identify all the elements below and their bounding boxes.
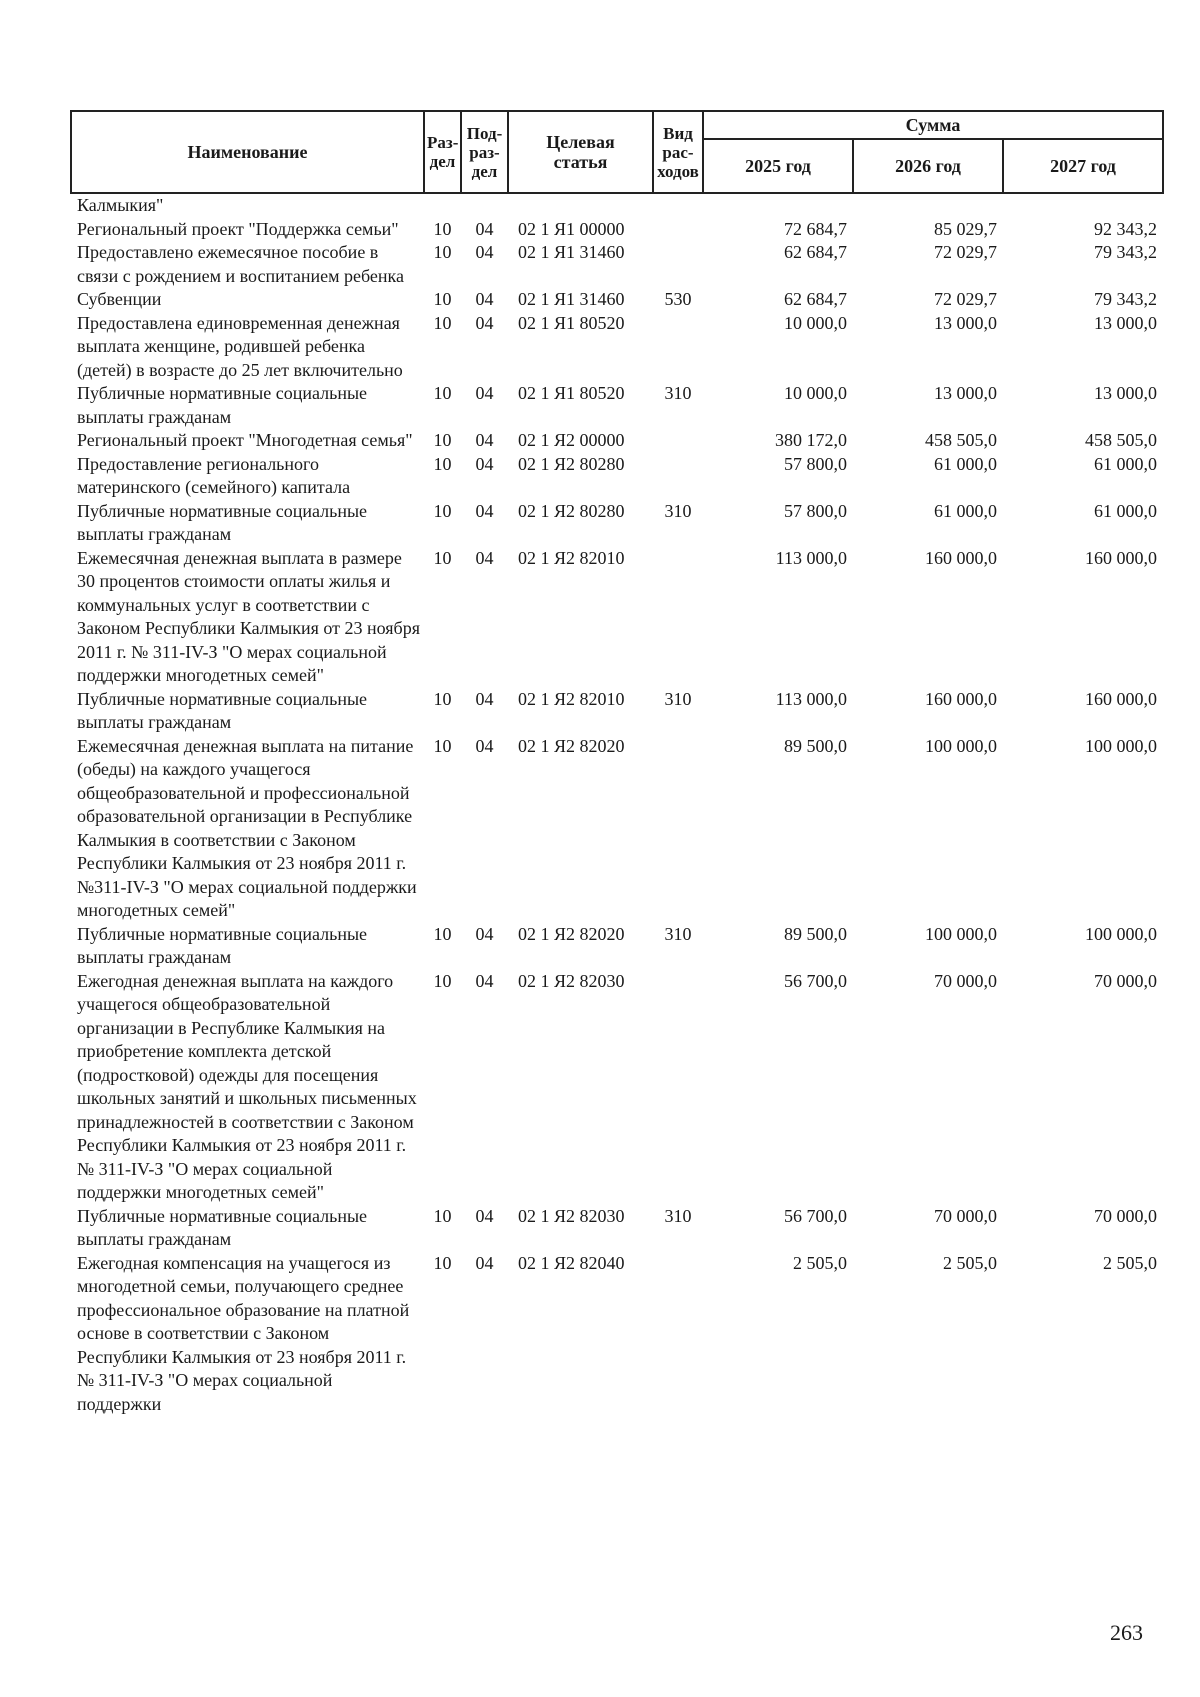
cell-2026: 458 505,0 bbox=[925, 430, 997, 450]
cell-podrazdel: 04 bbox=[475, 688, 494, 709]
cell-2025: 2 505,0 bbox=[793, 1252, 847, 1273]
cell-article: 02 1 Я1 31460 bbox=[518, 289, 625, 309]
cell-2026 bbox=[853, 193, 1003, 218]
cell-2025: 89 500,0 bbox=[784, 923, 847, 944]
table-row bbox=[71, 429, 1163, 453]
header-vid: Вид рас- ходов bbox=[653, 111, 703, 193]
cell-vid bbox=[653, 218, 703, 242]
cell-2027: 61 000,0 bbox=[1094, 500, 1158, 521]
cell-article: 02 1 Я2 82010 bbox=[518, 688, 625, 709]
cell-razdel: 10 bbox=[433, 383, 452, 403]
cell-2026: 72 029,7 bbox=[934, 289, 997, 309]
cell-article bbox=[508, 193, 653, 218]
table-row bbox=[71, 547, 1163, 688]
cell-podrazdel: 04 bbox=[475, 970, 494, 991]
cell-name: Публичные нормативные социальные выплаты гражданам bbox=[77, 923, 368, 967]
cell-razdel: 10 bbox=[433, 1252, 452, 1273]
cell-2027: 2 505,0 bbox=[1103, 1252, 1158, 1273]
cell-2027: 13 000,0 bbox=[1094, 312, 1158, 333]
table-row bbox=[71, 1205, 1163, 1252]
cell-name: Предоставлена единовременная денежная выплата женщине, родившей ребенка (детей) в возрасте до 25 лет включительно bbox=[77, 312, 403, 380]
cell-2025: 113 000,0 bbox=[775, 547, 847, 568]
table-row bbox=[71, 312, 1163, 383]
table-row bbox=[71, 970, 1163, 1205]
cell-podrazdel: 04 bbox=[475, 289, 494, 309]
cell-vid: 530 bbox=[664, 289, 692, 309]
cell-razdel: 10 bbox=[433, 430, 452, 450]
cell-podrazdel: 04 bbox=[475, 547, 494, 568]
cell-2025: 10 000,0 bbox=[784, 383, 847, 403]
cell-name: Ежемесячная денежная выплата на питание (обеды) на каждого учащегося общеобразовательной и профессиональной образовательной организации в Республике Калмыкия в соответствии с Законом Республики Калмыкия от 23 ноября 2011 г. №311-IV-З "О мерах социальной поддержки многодетных семей" bbox=[77, 735, 417, 920]
cell-2027 bbox=[1003, 193, 1163, 218]
cell-name: Региональный проект "Многодетная семья" bbox=[77, 430, 413, 450]
cell-razdel: 10 bbox=[433, 453, 452, 474]
cell-2025: 56 700,0 bbox=[784, 970, 847, 991]
cell-name: Ежегодная денежная выплата на каждого учащегося общеобразовательной организации в Республике Калмыкия на приобретение комплекта детской (подростковой) одежды для посещения школьных занятий и школьных письменных принадлежностей в соответствии с Законом Республики Калмыкия от 23 ноября 2011 г. № 311-IV-З "О мерах социальной поддержки многодетных семей" bbox=[77, 970, 417, 1202]
cell-name: Региональный проект "Поддержка семьи" bbox=[77, 218, 399, 239]
cell-2025: 62 684,7 bbox=[784, 242, 847, 262]
header-name: Наименование bbox=[71, 111, 424, 193]
cell-razdel: 10 bbox=[433, 289, 452, 309]
cell-2026: 160 000,0 bbox=[925, 547, 997, 568]
cell-2025: 62 684,7 bbox=[784, 289, 847, 309]
cell-vid bbox=[653, 547, 703, 688]
cell-name: Ежегодная компенсация на учащегося из многодетной семьи, получающего среднее профессиональное образование на платной основе в соответствии с Законом Республики Калмыкия от 23 ноября 2011 г. № 311-IV-З "О мерах социальной поддержки bbox=[77, 1252, 410, 1414]
cell-podrazdel: 04 bbox=[475, 735, 494, 756]
cell-name: Субвенции bbox=[77, 289, 162, 309]
cell-2025: 113 000,0 bbox=[775, 688, 847, 709]
table-row bbox=[71, 735, 1163, 923]
cell-2027: 79 343,2 bbox=[1094, 289, 1158, 309]
cell-name: Предоставлено ежемесячное пособие в связи с рождением и воспитанием ребенка bbox=[77, 242, 404, 286]
cell-article: 02 1 Я2 80280 bbox=[518, 453, 625, 474]
cell-name: Калмыкия" bbox=[77, 195, 164, 215]
cell-name: Ежемесячная денежная выплата в размере 30 процентов стоимости оплаты жилья и коммунальных услуг в соответствии с Законом Республики Калмыкия от 23 ноября 2011 г. № 311-IV-З "О мерах социальной поддержки многодетных семей" bbox=[77, 547, 420, 685]
cell-podrazdel: 04 bbox=[475, 218, 494, 239]
cell-razdel: 10 bbox=[433, 547, 452, 568]
cell-vid: 310 bbox=[664, 1205, 692, 1226]
header-year-2027: 2027 год bbox=[1003, 139, 1163, 193]
cell-podrazdel: 04 bbox=[475, 312, 494, 333]
cell-vid: 310 bbox=[664, 383, 692, 403]
cell-2027: 458 505,0 bbox=[1085, 430, 1158, 450]
cell-2026: 13 000,0 bbox=[934, 383, 997, 403]
header-razdel: Раз- дел bbox=[424, 111, 461, 193]
cell-2025: 56 700,0 bbox=[784, 1205, 847, 1226]
cell-razdel: 10 bbox=[433, 312, 452, 333]
cell-vid bbox=[653, 453, 703, 500]
cell-2026: 61 000,0 bbox=[934, 453, 997, 474]
header-year-2025: 2025 год bbox=[703, 139, 853, 193]
cell-podrazdel: 04 bbox=[475, 923, 494, 944]
cell-article: 02 1 Я2 82040 bbox=[518, 1252, 625, 1273]
cell-vid: 310 bbox=[664, 500, 692, 521]
cell-name: Предоставление регионального материнского (семейного) капитала bbox=[77, 453, 351, 497]
cell-razdel: 10 bbox=[433, 735, 452, 756]
cell-2027: 160 000,0 bbox=[1085, 688, 1158, 709]
cell-2025: 57 800,0 bbox=[784, 500, 847, 521]
cell-razdel: 10 bbox=[433, 500, 452, 521]
table-row bbox=[71, 688, 1163, 735]
cell-2026: 70 000,0 bbox=[934, 1205, 997, 1226]
budget-table bbox=[70, 110, 1164, 1416]
cell-razdel: 10 bbox=[433, 242, 452, 262]
cell-razdel: 10 bbox=[433, 923, 452, 944]
cell-name: Публичные нормативные социальные выплаты гражданам bbox=[77, 383, 368, 427]
table-body bbox=[71, 193, 1163, 1416]
cell-2026: 61 000,0 bbox=[934, 500, 997, 521]
cell-vid bbox=[653, 193, 703, 218]
cell-podrazdel: 04 bbox=[475, 430, 494, 450]
cell-razdel: 10 bbox=[433, 1205, 452, 1226]
cell-2026: 85 029,7 bbox=[934, 218, 997, 239]
cell-article: 02 1 Я2 82030 bbox=[518, 970, 625, 991]
cell-2026: 70 000,0 bbox=[934, 970, 997, 991]
cell-article: 02 1 Я2 82030 bbox=[518, 1205, 625, 1226]
header-summa: Сумма bbox=[703, 111, 1163, 139]
cell-2025: 10 000,0 bbox=[784, 312, 847, 333]
cell-podrazdel: 04 bbox=[475, 453, 494, 474]
cell-razdel: 10 bbox=[433, 688, 452, 709]
table-header bbox=[71, 111, 1163, 193]
cell-vid bbox=[653, 1252, 703, 1417]
cell-razdel: 10 bbox=[433, 218, 452, 239]
cell-2026: 160 000,0 bbox=[925, 688, 997, 709]
cell-2026: 100 000,0 bbox=[925, 735, 997, 756]
cell-2025 bbox=[703, 193, 853, 218]
cell-podrazdel: 04 bbox=[475, 1252, 494, 1273]
table-row bbox=[71, 453, 1163, 500]
table-row bbox=[71, 241, 1163, 288]
cell-article: 02 1 Я2 82010 bbox=[518, 547, 625, 568]
cell-article: 02 1 Я1 80520 bbox=[518, 312, 625, 333]
cell-article: 02 1 Я2 00000 bbox=[518, 430, 625, 450]
cell-2027: 100 000,0 bbox=[1085, 735, 1158, 756]
cell-2027: 100 000,0 bbox=[1085, 923, 1158, 944]
cell-article: 02 1 Я1 00000 bbox=[518, 218, 625, 239]
cell-2026: 72 029,7 bbox=[934, 242, 997, 262]
cell-2026: 2 505,0 bbox=[943, 1252, 997, 1273]
cell-vid bbox=[653, 735, 703, 923]
table-row bbox=[71, 500, 1163, 547]
cell-2026: 13 000,0 bbox=[934, 312, 997, 333]
table-row bbox=[71, 218, 1163, 242]
cell-2027: 92 343,2 bbox=[1094, 218, 1158, 239]
header-article: Целевая статья bbox=[508, 111, 653, 193]
cell-2026: 100 000,0 bbox=[925, 923, 997, 944]
cell-article: 02 1 Я2 82020 bbox=[518, 923, 625, 944]
header-podrazdel: Под- раз- дел bbox=[461, 111, 508, 193]
table-row bbox=[71, 288, 1163, 312]
table-row bbox=[71, 923, 1163, 970]
cell-2025: 89 500,0 bbox=[784, 735, 847, 756]
cell-vid: 310 bbox=[664, 688, 692, 709]
cell-name: Публичные нормативные социальные выплаты гражданам bbox=[77, 1205, 368, 1249]
table-row bbox=[71, 1252, 1163, 1417]
cell-name: Публичные нормативные социальные выплаты гражданам bbox=[77, 688, 368, 732]
cell-2027: 70 000,0 bbox=[1094, 970, 1158, 991]
cell-razdel: 10 bbox=[433, 970, 452, 991]
cell-podrazdel: 04 bbox=[475, 242, 494, 262]
cell-razdel bbox=[424, 193, 461, 218]
cell-article: 02 1 Я2 80280 bbox=[518, 500, 625, 521]
header-year-2026: 2026 год bbox=[853, 139, 1003, 193]
cell-vid bbox=[653, 429, 703, 453]
cell-article: 02 1 Я1 80520 bbox=[518, 383, 625, 403]
cell-2025: 57 800,0 bbox=[784, 453, 847, 474]
cell-vid bbox=[653, 970, 703, 1205]
cell-2027: 70 000,0 bbox=[1094, 1205, 1158, 1226]
cell-2025: 380 172,0 bbox=[775, 430, 847, 450]
cell-podrazdel: 04 bbox=[475, 500, 494, 521]
cell-2027: 79 343,2 bbox=[1094, 242, 1158, 262]
page-number: 263 bbox=[1110, 1620, 1143, 1645]
cell-vid bbox=[653, 312, 703, 383]
cell-2027: 61 000,0 bbox=[1094, 453, 1158, 474]
table-row bbox=[71, 382, 1163, 429]
cell-name: Публичные нормативные социальные выплаты гражданам bbox=[77, 500, 368, 544]
cell-2027: 160 000,0 bbox=[1085, 547, 1158, 568]
cell-podrazdel: 04 bbox=[475, 1205, 494, 1226]
table-row bbox=[71, 193, 1163, 218]
cell-article: 02 1 Я2 82020 bbox=[518, 735, 625, 756]
cell-vid: 310 bbox=[664, 923, 692, 944]
cell-podrazdel: 04 bbox=[475, 383, 494, 403]
cell-podrazdel bbox=[461, 193, 508, 218]
cell-vid bbox=[653, 241, 703, 288]
cell-2025: 72 684,7 bbox=[784, 218, 847, 239]
cell-article: 02 1 Я1 31460 bbox=[518, 242, 625, 262]
cell-2027: 13 000,0 bbox=[1094, 383, 1158, 403]
